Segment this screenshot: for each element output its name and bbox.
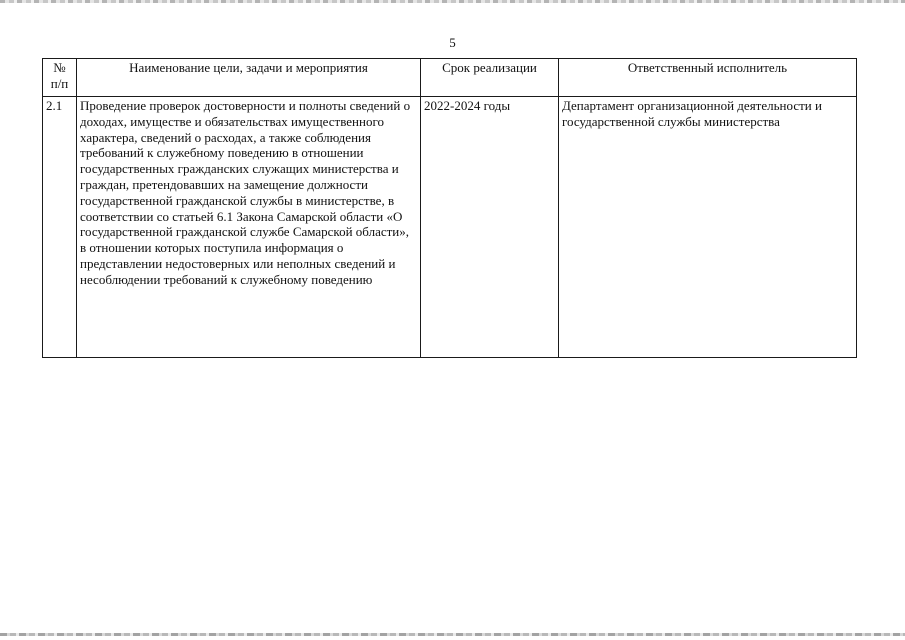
row-responsible: Департамент организационной деятельности и государственной службы министерства — [559, 97, 857, 358]
scan-edge-top — [0, 0, 905, 3]
table-row — [43, 97, 857, 358]
row-term: 2022-2024 годы — [421, 97, 559, 358]
page-number: 5 — [449, 35, 456, 50]
table-header-row — [43, 59, 857, 97]
row-name: Проведение проверок достоверности и полноты сведений о доходах, имуществе и обязательствах имущественного характера, сведений о расходах, а также соблюдения требований к служебному поведению в отношении государственных гражданских служащих министерства и граждан, претендовавших на замещение должности государственной гражданской службы в министерстве, в соответствии со статьей 6.1 Закона Самарской области «О государственной гражданской службе Самарской области», в отношении которых поступила информация о представлении недостоверных или неполных сведений и несоблюдении требований к служебному поведению — [77, 97, 421, 358]
header-number-symbol: № — [53, 60, 66, 75]
header-number — [43, 59, 77, 97]
header-term: Срок реализации — [421, 59, 559, 97]
action-plan-table — [42, 58, 857, 358]
header-responsible: Ответственный исполнитель — [559, 59, 857, 97]
row-number: 2.1 — [43, 97, 77, 358]
header-number-pp: п/п — [50, 75, 69, 91]
scan-edge-bottom — [0, 633, 905, 636]
header-name: Наименование цели, задачи и мероприятия — [77, 59, 421, 97]
